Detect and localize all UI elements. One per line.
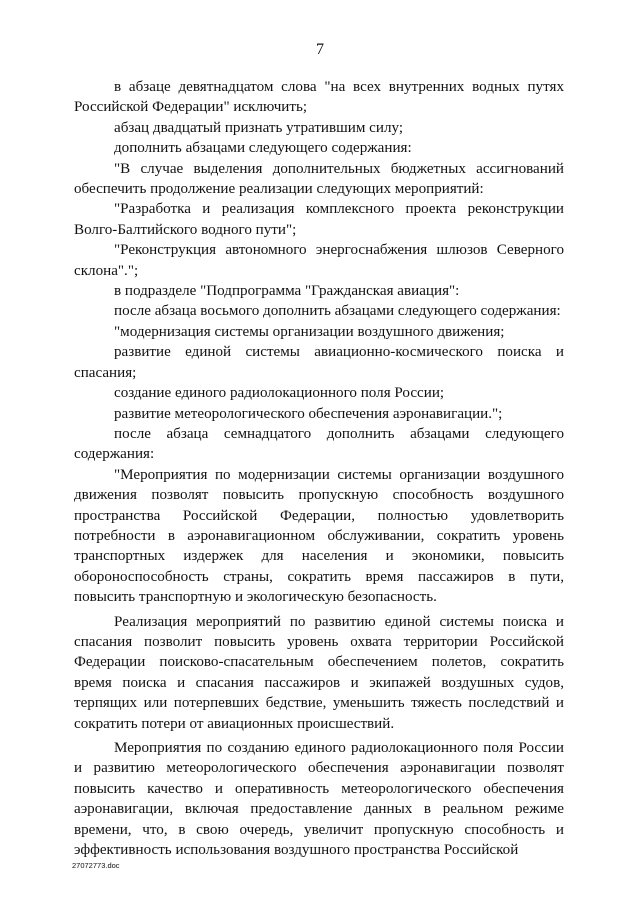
paragraph: "В случае выделения дополнительных бюджетных ассигнований обеспечить продолжение реализации следующих мероприятий: <box>74 160 564 198</box>
page-number: 7 <box>316 41 324 58</box>
paragraph: развитие метеорологического обеспечения аэронавигации."; <box>114 405 503 422</box>
paragraph: после абзаца восьмого дополнить абзацами следующего содержания: <box>114 303 561 320</box>
paragraph: "Мероприятия по модернизации системы организации воздушного движения позволят повысить пропускную способность воздушного пространства Российской Федерации, полностью удовлетворить потребности в аэронавигационном обслуживании, сократить уровень транспортных издержек для населения и экономики, повысить обороноспособность страны, сократить время пассажиров в пути, повысить транспортную и экологическую безопасность. <box>74 466 564 606</box>
paragraph: Реализация мероприятий по развитию единой системы поиска и спасания позволит повысить уровень охвата территории Российской Федерации поисково-спасательным обеспечением полетов, сократить время поиска и спасания пассажиров и экипажей воздушных судов, терпящих или потерпевших бедствие, уменьшить тяжесть последствий и сократить потери от авиационных происшествий. <box>74 613 564 732</box>
paragraph: Мероприятия по созданию единого радиолокационного поля России и развитию метеорологического обеспечения аэронавигации позволят повысить качество и оперативность метеорологического обеспечения аэронавигации, включая предоставление данных в реальном режиме времени, что, в свою очередь, увеличит пропускную способность и эффективность использования воздушного пространства Российской <box>74 740 564 859</box>
footer-filename: 27072773.doc <box>72 861 120 870</box>
paragraph: "Реконструкция автономного энергоснабжения шлюзов Северного склона"."; <box>74 242 564 279</box>
paragraph: "Разработка и реализация комплексного проекта реконструкции Волго-Балтийского водного пути"; <box>74 201 564 238</box>
paragraph: "модернизация системы организации воздушного движения; <box>114 323 505 340</box>
paragraph: создание единого радиолокационного поля России; <box>114 385 445 402</box>
paragraph: развитие единой системы авиационно-космического поиска и спасания; <box>74 344 564 381</box>
paragraph: после абзаца семнадцатого дополнить абзацами следующего содержания: <box>74 425 564 463</box>
paragraph: в подразделе "Подпрограмма "Гражданская авиация": <box>114 283 460 300</box>
paragraph: дополнить абзацами следующего содержания: <box>114 140 412 157</box>
document-body <box>74 77 564 860</box>
paragraph: в абзаце девятнадцатом слова "на всех внутренних водных путях Российской Федерации" исключить; <box>74 79 564 116</box>
paragraph: абзац двадцатый признать утратившим силу; <box>114 119 404 136</box>
